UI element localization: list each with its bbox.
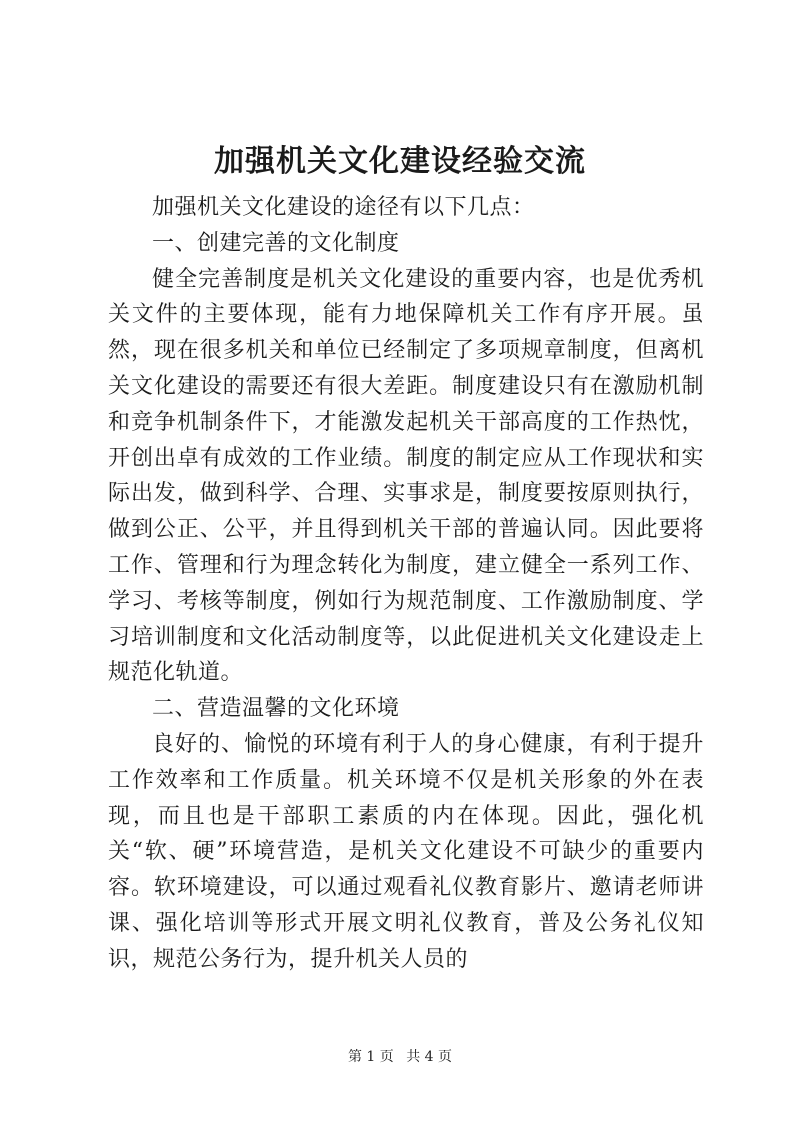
page-count: 共 4 页 <box>406 1049 453 1065</box>
intro-paragraph: 加强机关文化建设的途径有以下几点： <box>152 195 535 220</box>
document-body <box>108 190 704 978</box>
body-paragraph: 良好的、愉悦的环境有利于人的身心健康，有利于提升工作效率和工作质量。机关环境不仅是机关形象的外在表现，而且也是干部职工素质的内在体现。因此，强化机关“软、硬”环境营造，是机关文化建设不可缺少的重要内容。软环境建设，可以通过观看礼仪教育影片、邀请老师讲课、强化培训等形式开展文明礼仪教育，普及公务礼仪知识，规范公务行为，提升机关人员的 <box>108 731 704 972</box>
page-footer <box>0 1048 800 1066</box>
body-paragraph: 健全完善制度是机关文化建设的重要内容，也是优秀机关文件的主要体现，能有力地保障机关工作有序开展。虽然，现在很多机关和单位已经制定了多项规章制度，但离机关文化建设的需要还有很大差距。制度建设只有在激励机制和竞争机制条件下，才能激发起机关干部高度的工作热忱，开创出卓有成效的工作业绩。制度的制定应从工作现状和实际出发，做到科学、合理、实事求是，制度要按原则执行，做到公正、公平，并且得到机关干部的普遍认同。因此要将工作、管理和行为理念转化为制度，建立健全一系列工作、学习、考核等制度，例如行为规范制度、工作激励制度、学习培训制度和文化活动制度等，以此促进机关文化建设走上规范化轨道。 <box>108 266 704 686</box>
document-title: 加强机关文化建设经验交流 <box>214 144 586 179</box>
page-number: 第 1 页 <box>347 1049 394 1065</box>
section-heading-2: 二、营造温馨的文化环境 <box>152 696 400 722</box>
section-heading-1: 一、创建完善的文化制度 <box>152 230 400 256</box>
